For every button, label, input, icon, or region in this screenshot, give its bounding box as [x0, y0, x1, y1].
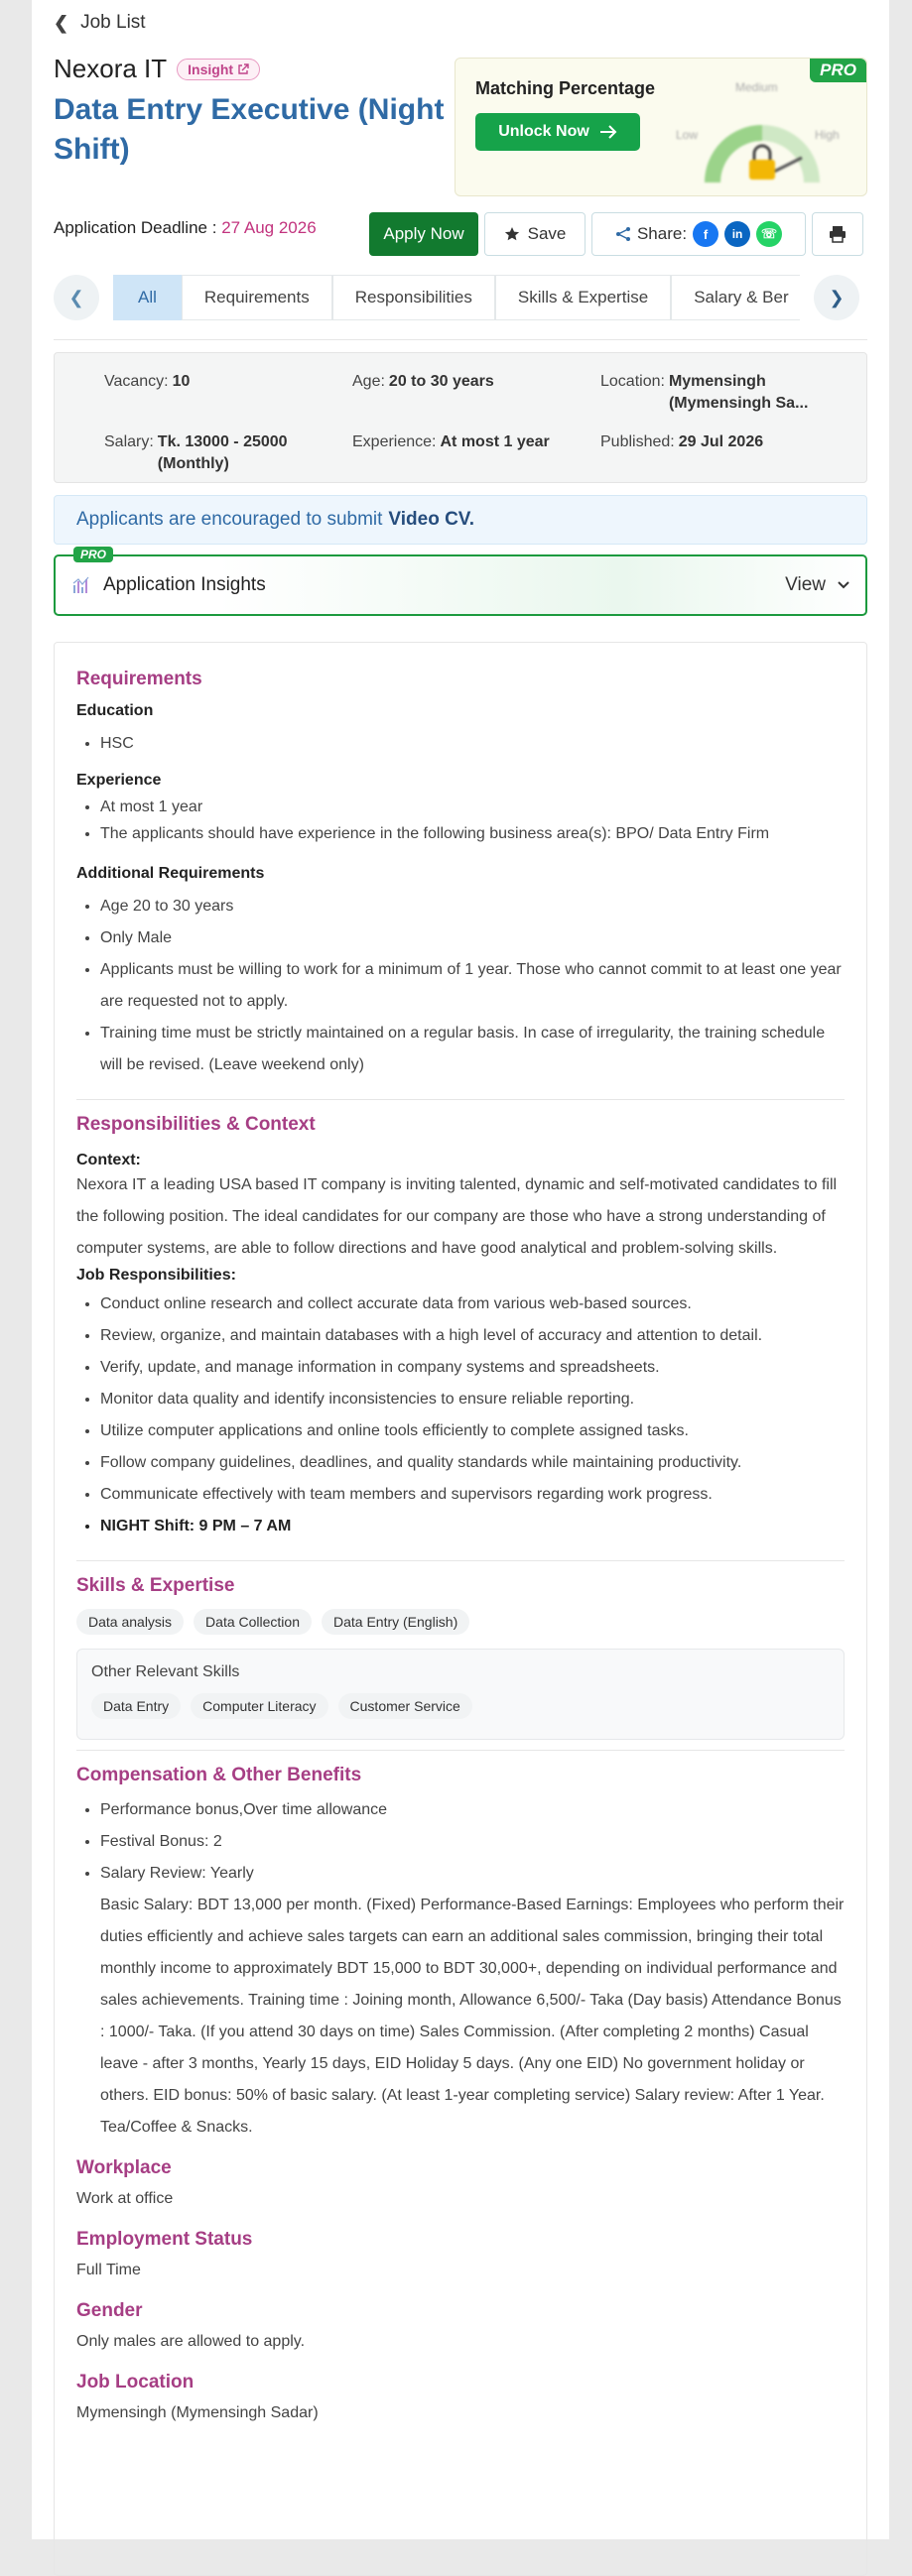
deadline-date: 27 Aug 2026 — [221, 218, 317, 237]
company-name: Nexora IT — [54, 54, 168, 83]
tab-responsibilities[interactable]: Responsibilities — [332, 275, 495, 320]
list-item: • Conduct online research and collect accurate data from various web-based sources. — [100, 1288, 845, 1320]
employment-status-title: Employment Status — [76, 2229, 253, 2250]
gauge-graphic — [676, 80, 847, 187]
divider — [76, 1099, 845, 1100]
chevron-down-icon — [838, 581, 849, 589]
back-label: Job List — [80, 12, 146, 33]
apply-now-button[interactable]: Apply Now — [369, 212, 478, 256]
job-location-title: Job Location — [76, 2372, 195, 2392]
insight-badge[interactable] — [177, 59, 260, 80]
job-responsibilities-label: Job Responsibilities: — [76, 1267, 236, 1284]
job-location-value: Mymensingh (Mymensingh Sadar) — [76, 2404, 319, 2421]
linkedin-icon[interactable]: in — [724, 221, 750, 247]
printer-icon — [829, 225, 847, 243]
skill-chip: Computer Literacy — [191, 1693, 327, 1719]
other-skills-label: Other Relevant Skills — [91, 1663, 240, 1680]
list-item: • Follow company guidelines, deadlines, and quality standards while maintaining productivity. — [100, 1447, 845, 1479]
chevron-left-icon: ❮ — [68, 287, 84, 307]
back-to-job-list[interactable] — [54, 0, 867, 46]
gauge-medium-label: Medium — [735, 80, 778, 94]
gauge-high-label: High — [815, 128, 840, 142]
share-label: Share: — [636, 224, 688, 243]
summary-location: Location: Mymensingh (Mymensingh Sa... — [600, 373, 809, 412]
video-cv-notice — [54, 495, 867, 545]
unlock-label: Unlock Now — [498, 123, 589, 140]
night-shift-item: • NIGHT Shift: 9 PM – 7 AM — [100, 1511, 845, 1542]
skills-title: Skills & Expertise — [76, 1575, 235, 1596]
experience-list — [100, 794, 845, 847]
compensation-details: Basic Salary: BDT 13,000 per month. (Fixed) Performance-Based Earnings: Employees who perform their duties efficiently and achieve sales targets can earn an additional sales commission, bringing their total monthly income to approximately BDT 15,000 to BDT 30,000+, depending on individual performance and sales achievements. Training time : Joining month, Allowance 6,500/- Taka (Day basis) Attendance Bonus : 1000/- Taka. (If you attend 30 days on time) Sales Commission. (After completing 2 months) Casual leave - after 3 months, Yearly 15 days, EID Holiday 5 days. (Any one EID) No government holiday or others. EID bonus: 50% of basic salary. (At least 1-year completing service) Salary review: After 1 Year. Tea/Coffee & Snacks. — [100, 1897, 845, 2136]
list-item: • Training time must be strictly maintained on a regular basis. In case of irregularity, the training schedule will be revised. (Leave weekend only) — [100, 1018, 845, 1081]
additional-requirements-title: Additional Requirements — [76, 865, 265, 882]
video-cv-link[interactable]: Video CV. — [388, 509, 475, 530]
video-cv-text: Applicants are encouraged to submit — [76, 509, 383, 530]
insights-view-button[interactable] — [785, 574, 849, 596]
list-item: • Performance bonus,Over time allowance — [100, 1794, 845, 1826]
section-tabs — [54, 270, 867, 325]
workplace-value: Work at office — [76, 2190, 174, 2207]
list-item: • Review, organize, and maintain databases with a high level of accuracy and attention to detail. — [100, 1320, 845, 1352]
gauge-low-label: Low — [676, 128, 699, 142]
gender-value: Only males are allowed to apply. — [76, 2333, 306, 2350]
summary-published: Published: 29 Jul 2026 — [600, 433, 764, 450]
responsibilities-list — [100, 1288, 845, 1542]
facebook-icon[interactable]: f — [693, 221, 718, 247]
print-button[interactable] — [812, 212, 863, 256]
summary-age: Age: 20 to 30 years — [352, 373, 494, 390]
tabs-scroll-left[interactable] — [54, 275, 99, 320]
skill-chip: Data Entry — [91, 1693, 181, 1719]
compensation-title: Compensation & Other Benefits — [76, 1765, 362, 1785]
list-item: • HSC — [100, 728, 845, 760]
other-skills-box — [76, 1649, 845, 1740]
additional-requirements-list — [100, 891, 845, 1081]
star-icon — [504, 226, 520, 242]
skills-chips — [76, 1609, 845, 1635]
other-skills-chips — [91, 1693, 830, 1719]
share-icon — [615, 226, 631, 242]
deadline-label: Application Deadline : — [54, 218, 217, 237]
list-item: • Applicants must be willing to work for a minimum of 1 year. Those who cannot commit to at least one year are requested not to apply. — [100, 954, 845, 1018]
chevron-left-icon: ❮ — [54, 12, 69, 33]
view-label: View — [785, 574, 826, 595]
job-details-page — [32, 0, 889, 2539]
job-title: Data Entry Executive (Night Shift) — [54, 93, 445, 166]
list-item: • Salary Review: Yearly — [100, 1858, 845, 1890]
list-item: • At most 1 year — [100, 794, 845, 820]
list-item: • Verify, update, and manage information in company systems and spreadsheets. — [100, 1352, 845, 1384]
list-item: • The applicants should have experience in the following business area(s): BPO/ Data Entry Firm — [100, 820, 845, 847]
action-row — [54, 210, 867, 258]
skill-chip: Data analysis — [76, 1609, 184, 1635]
application-deadline — [54, 218, 369, 238]
insight-badge-label: Insight — [188, 61, 234, 77]
share-box — [591, 212, 806, 256]
list-item: • Monitor data quality and identify inconsistencies to ensure reliable reporting. — [100, 1384, 845, 1415]
divider — [76, 1560, 845, 1561]
unlock-now-button[interactable] — [475, 113, 640, 151]
gender-title: Gender — [76, 2300, 143, 2321]
arrow-right-icon — [599, 125, 617, 139]
pro-badge: PRO — [810, 59, 866, 82]
divider — [54, 339, 867, 340]
skill-chip: Data Entry (English) — [322, 1609, 469, 1635]
job-content — [54, 642, 867, 2576]
skill-chip: Data Collection — [194, 1609, 312, 1635]
responsibilities-title: Responsibilities & Context — [76, 1114, 316, 1135]
tab-salary[interactable]: Salary & Ber — [671, 275, 800, 320]
employment-status-value: Full Time — [76, 2262, 141, 2278]
skill-chip: Customer Service — [338, 1693, 472, 1719]
application-insights-bar[interactable] — [54, 548, 867, 616]
tab-requirements[interactable]: Requirements — [182, 275, 332, 320]
tab-list — [113, 275, 800, 320]
tab-all[interactable]: All — [113, 275, 182, 320]
summary-salary: Salary: Tk. 13000 - 25000 (Monthly) — [104, 433, 288, 472]
divider — [76, 1750, 845, 1751]
tabs-scroll-right[interactable] — [814, 275, 859, 320]
education-list — [100, 728, 845, 760]
list-item: • Festival Bonus: 2 — [100, 1826, 845, 1858]
summary-experience: Experience: At most 1 year — [352, 433, 550, 450]
insights-title: Application Insights — [103, 574, 266, 595]
summary-vacancy: Vacancy: 10 — [104, 373, 191, 390]
pro-badge-small: PRO — [73, 547, 113, 562]
compensation-list — [100, 1794, 845, 1890]
context-label: Context: — [76, 1152, 141, 1168]
list-item: • Only Male — [100, 922, 845, 954]
education-title: Education — [76, 702, 154, 719]
tab-skills[interactable]: Skills & Expertise — [495, 275, 671, 320]
chevron-right-icon: ❯ — [829, 287, 845, 307]
workplace-title: Workplace — [76, 2157, 172, 2178]
save-label: Save — [527, 224, 567, 243]
whatsapp-icon[interactable]: ☏ — [756, 221, 782, 247]
external-link-icon — [237, 63, 249, 75]
job-summary — [54, 352, 867, 483]
list-item: • Utilize computer applications and online tools efficiently to complete assigned tasks. — [100, 1415, 845, 1447]
context-text: Nexora IT a leading USA based IT company is inviting talented, dynamic and self-motivated candidates to fill the following position. The ideal candidates for our company are those who have a strong understanding of computer systems, are able to follow directions and have good analytical and problem-solving skills. — [76, 1176, 838, 1257]
insights-chart-icon — [71, 575, 91, 595]
job-header — [54, 50, 867, 198]
matching-percentage-card — [455, 58, 867, 196]
list-item: • Age 20 to 30 years — [100, 891, 845, 922]
requirements-title: Requirements — [76, 669, 202, 689]
save-button[interactable] — [484, 212, 586, 256]
experience-title: Experience — [76, 772, 162, 789]
matching-title: Matching Percentage — [475, 78, 656, 98]
list-item: • Communicate effectively with team members and supervisors regarding work progress. — [100, 1479, 845, 1511]
